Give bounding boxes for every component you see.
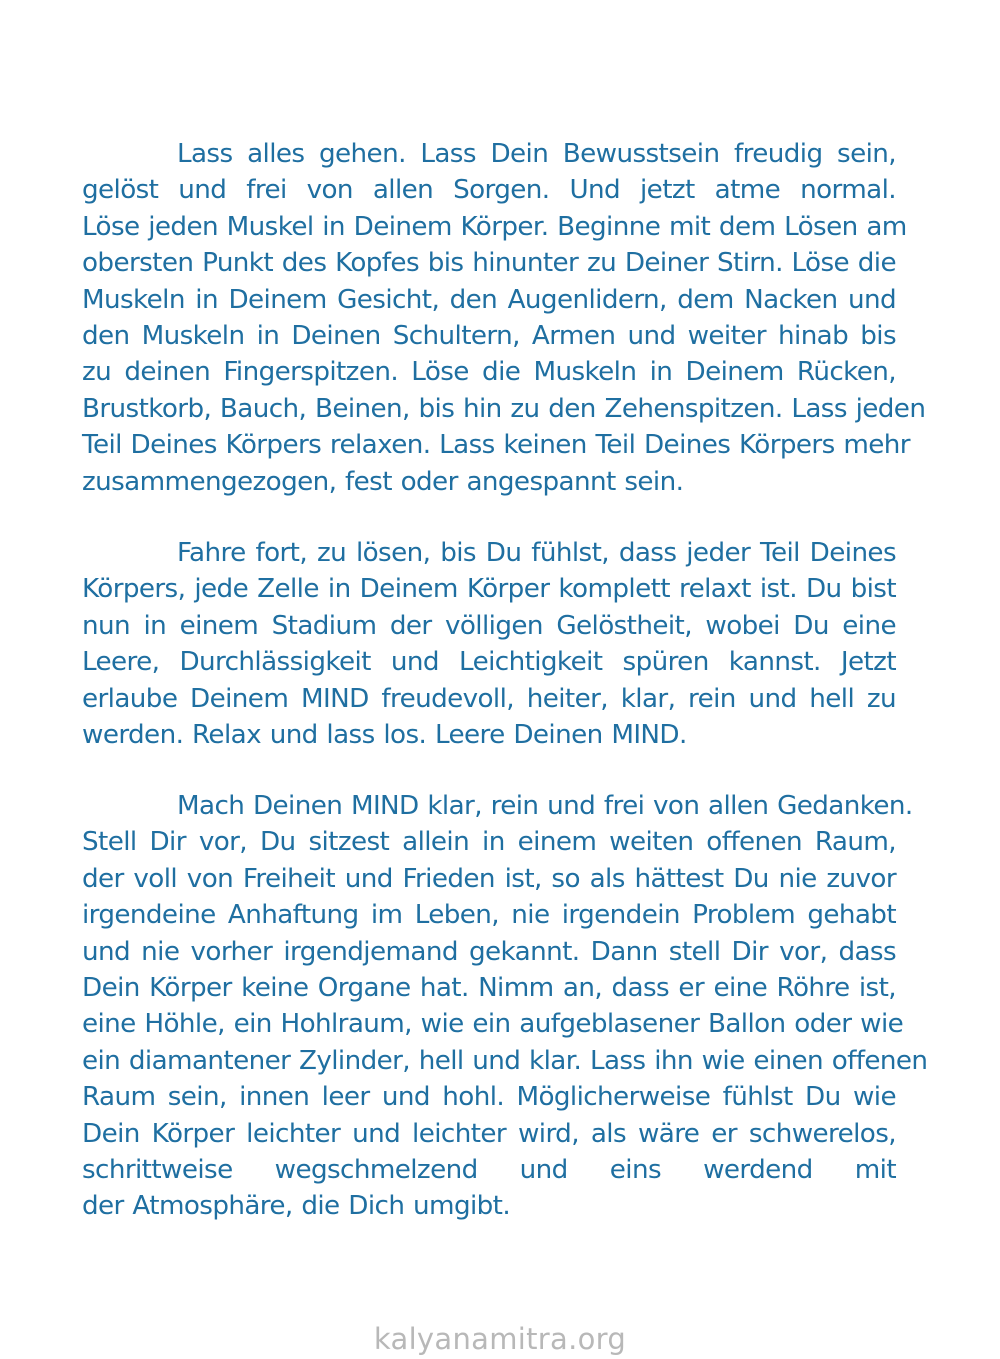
paragraph-line: Dein Körper leichter und leichter wird, als wäre er schwerelos, (82, 1118, 896, 1149)
paragraph-line: irgendeine Anhaftung im Leben, nie irgendein Problem gehabt (82, 900, 896, 931)
paragraph-line: zu deinen Fingerspitzen. Löse die Muskeln in Deinem Rücken, (82, 357, 896, 388)
paragraph-line: Leere, Durchlässigkeit und Leichtigkeit spüren kannst. Jetzt (82, 647, 896, 678)
paragraph-line: Löse jeden Muskel in Deinem Körper. Beginne mit dem Lösen am (82, 211, 907, 242)
paragraph-line: Körpers, jede Zelle in Deinem Körper komplett relaxt ist. Du bist (82, 574, 896, 605)
paragraph-line: der Atmosphäre, die Dich umgibt. (82, 1191, 511, 1222)
paragraph-line: Mach Deinen MIND klar, rein und frei von allen Gedanken. (177, 791, 913, 821)
watermark-footer: kalyanamitra.org (373, 1322, 627, 1356)
paragraph-line: Lass alles gehen. Lass Dein Bewusstsein freudig sein, (177, 139, 896, 169)
paragraph-line: und nie vorher irgendjemand gekannt. Dann stell Dir vor, dass (82, 936, 896, 967)
paragraph-line: Muskeln in Deinem Gesicht, den Augenlidern, dem Nacken und (82, 284, 896, 315)
paragraph-line: Brustkorb, Bauch, Beinen, bis hin zu den Zehenspitzen. Lass jeden (82, 393, 926, 424)
paragraph-line: werden. Relax und lass los. Leere Deinen MIND. (82, 719, 687, 750)
paragraph-3 (82, 788, 928, 1225)
paragraph-line: gelöst und frei von allen Sorgen. Und jetzt atme normal. (82, 175, 896, 206)
paragraph-line: ein diamantener Zylinder, hell und klar. Lass ihn wie einen offenen (82, 1045, 928, 1076)
paragraph-line: nun in einem Stadium der völligen Gelöstheit, wobei Du eine (82, 610, 896, 641)
paragraph-line: Dein Körper keine Organe hat. Nimm an, dass er eine Röhre ist, (82, 972, 896, 1003)
paragraph-line: Raum sein, innen leer und hohl. Möglicherweise fühlst Du wie (82, 1082, 896, 1113)
paragraph-line: der voll von Freiheit und Frieden ist, so als hättest Du nie zuvor (82, 863, 896, 894)
paragraph-line: schrittweise wegschmelzend und eins werdend mit (82, 1154, 896, 1185)
paragraph-2 (82, 535, 896, 753)
paragraph-line: eine Höhle, ein Hohlraum, wie ein aufgeblasener Ballon oder wie (82, 1009, 904, 1040)
paragraph-line: obersten Punkt des Kopfes bis hinunter zu Deiner Stirn. Löse die (82, 248, 896, 279)
paragraph-line: Teil Deines Körpers relaxen. Lass keinen Teil Deines Körpers mehr (82, 430, 910, 461)
paragraph-line: zusammengezogen, fest oder angespannt sein. (82, 466, 684, 497)
paragraph-line: den Muskeln in Deinen Schultern, Armen und weiter hinab bis (82, 320, 896, 351)
paragraph-1 (82, 136, 926, 500)
paragraph-line: erlaube Deinem MIND freudevoll, heiter, klar, rein und hell zu (82, 683, 896, 714)
paragraph-line: Stell Dir vor, Du sitzest allein in einem weiten offenen Raum, (82, 827, 896, 858)
paragraph-line: Fahre fort, zu lösen, bis Du fühlst, dass jeder Teil Deines (177, 538, 896, 568)
